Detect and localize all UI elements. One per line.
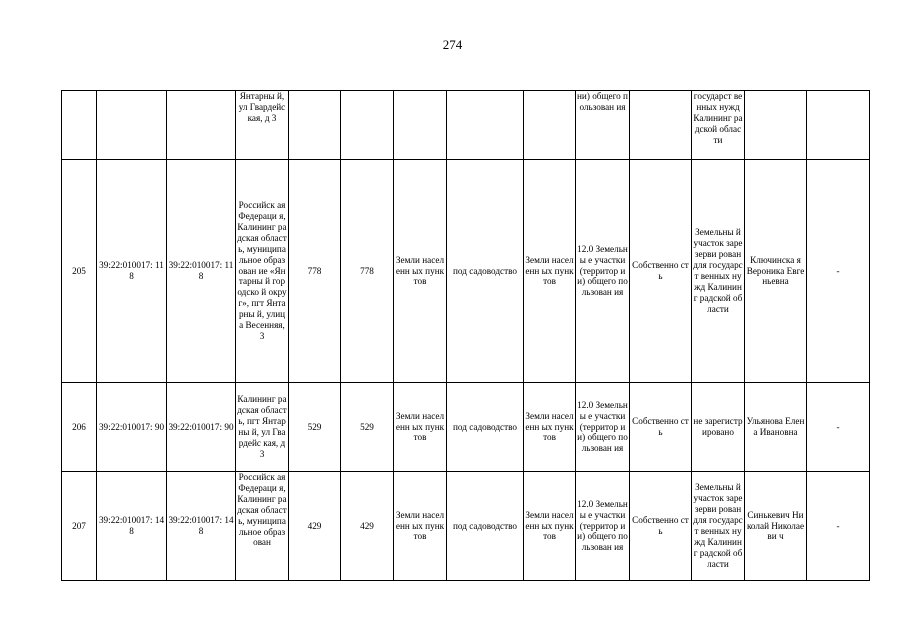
cadastral-number-cell: 39:22:010017: 90 (167, 383, 236, 472)
page-number: 274 (442, 37, 463, 52)
permitted-use-cell: под садоводство (447, 160, 524, 383)
owner-cell (745, 91, 807, 160)
table-row (62, 472, 870, 581)
area-cell: 429 (289, 472, 341, 581)
land-category-cell: Земли населенн ых пунктов (524, 383, 576, 472)
note-cell (807, 91, 870, 160)
owner-cell: Синькевич Николай Николаеви ч (745, 472, 807, 581)
use-type-cell: 12.0 Земельны е участки (территор ии) общего пользован ия (576, 383, 630, 472)
encumbrance-cell: Земельны й участок зарезерви рован для государст венных нужд Калининг радской области (692, 472, 745, 581)
permitted-use-cell (447, 91, 524, 160)
use-type-cell: 12.0 Земельны е участки (территор ии) общего пользован ия (576, 472, 630, 581)
right-type-cell: Собственно сть (630, 160, 692, 383)
land-registry-table (61, 90, 870, 581)
encumbrance-cell: Земельны й участок зарезерви рован для государст венных нужд Калининг радской области (692, 160, 745, 383)
area-cell: 778 (289, 160, 341, 383)
area-cell (341, 91, 394, 160)
cadastral-number-cell: 39:22:010017: 90 (97, 383, 167, 472)
permitted-use-cell: под садоводство (447, 383, 524, 472)
land-category-cell: Земли населенн ых пунктов (394, 383, 447, 472)
owner-cell: Ключинска я Вероника Евгеньевна (745, 160, 807, 383)
land-category-cell: Земли населенн ых пунктов (524, 472, 576, 581)
area-cell (289, 91, 341, 160)
cadastral-number-cell: 39:22:010017: 148 (167, 472, 236, 581)
address-cell: Янтарны й, ул Гвардейс кая, д 3 (236, 91, 289, 160)
right-type-cell: Собственно сть (630, 383, 692, 472)
right-type-cell: Собственно сть (630, 472, 692, 581)
cadastral-number-cell: 39:22:010017: 118 (167, 160, 236, 383)
encumbrance-cell: государст венных нужд Калининг радской области (692, 91, 745, 160)
note-cell: - (807, 472, 870, 581)
area-cell: 529 (289, 383, 341, 472)
cadastral-number-cell (97, 91, 167, 160)
table-row (62, 383, 870, 472)
address-cell: Российск ая Федераци я, Калининг радская область, муниципа льное образован ие «Янтарны й городско й округ», пгт Янтарны й, улица Весенняя, 3 (236, 160, 289, 383)
note-cell: - (807, 160, 870, 383)
row-number-cell: 205 (62, 160, 97, 383)
note-cell: - (807, 383, 870, 472)
cadastral-number-cell: 39:22:010017: 148 (97, 472, 167, 581)
permitted-use-cell: под садоводство (447, 472, 524, 581)
area-cell: 778 (341, 160, 394, 383)
land-category-cell (394, 91, 447, 160)
row-number-cell: 206 (62, 383, 97, 472)
table-row (62, 160, 870, 383)
land-category-cell: Земли населенн ых пунктов (524, 160, 576, 383)
area-cell: 529 (341, 383, 394, 472)
cadastral-number-cell (167, 91, 236, 160)
land-category-cell (524, 91, 576, 160)
address-cell: Калининг радская область, пгт Янтарны й, ул Гвардейс кая, д 3 (236, 383, 289, 472)
encumbrance-cell: не зарегистр ировано (692, 383, 745, 472)
table-row (62, 91, 870, 160)
owner-cell: Ульянова Елена Ивановна (745, 383, 807, 472)
cadastral-number-cell: 39:22:010017: 118 (97, 160, 167, 383)
right-type-cell (630, 91, 692, 160)
row-number-cell (62, 91, 97, 160)
address-cell: Российск ая Федераци я, Калининг радская область, муниципа льное образован (236, 472, 289, 581)
land-category-cell: Земли населенн ых пунктов (394, 472, 447, 581)
row-number-cell: 207 (62, 472, 97, 581)
land-category-cell: Земли населенн ых пунктов (394, 160, 447, 383)
use-type-cell: 12.0 Земельны е участки (территор ии) общего пользован ия (576, 160, 630, 383)
use-type-cell: ни) общего пользован ия (576, 91, 630, 160)
area-cell: 429 (341, 472, 394, 581)
